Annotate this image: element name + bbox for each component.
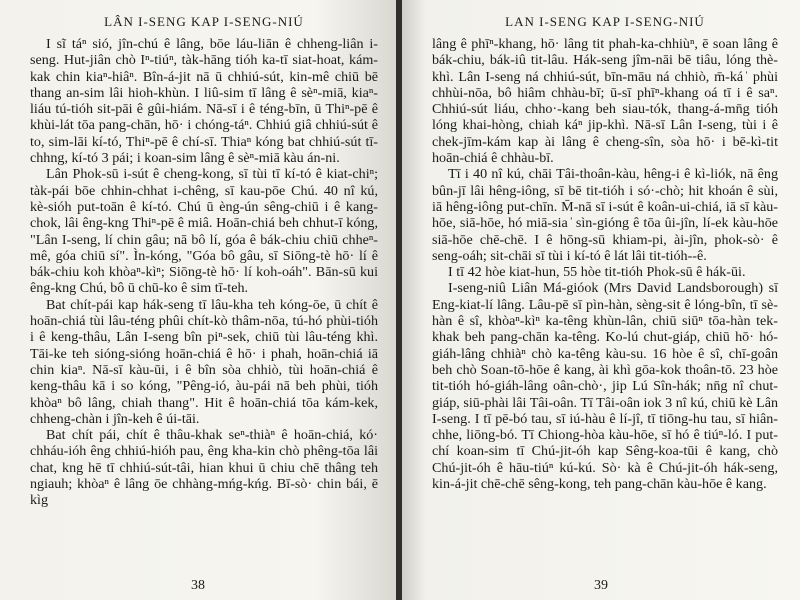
paragraph: Lân Phok-sū i-sút ê cheng-kong, sī tùi tī kí-tó ê kiat-chiⁿ; tàk-pái bōe chhin-chhat i-chêng, sī kau-pōe Chú. 40 nî kú, kè-sióh put-toān ê kí-tó. Chú ū èng-ún sêng-chiū i ê kang-chok, lâi êng-kng Thiⁿ-pē ê miâ. Hoān-chiá beh chhut-ī kóng, "Lân I-seng, lí chin gâu; nā bô lí, góa ê bák-chiu chiū chheⁿ-mê, góa chiū sí". Ìn-kóng, "Góa bô gâu, sī Siōng-tè hō· lí ê bák-chiu koh khòaⁿ-kìⁿ; Siōng-tè hō· lí koh-oáh". Bān-sū kui êng-kng Chú, bô ū chū-ko ê sim tī-teh. (30, 166, 378, 297)
paragraph: I-seng-niû Liân Má-gióok (Mrs David Landsborough) sī Eng-kiat-lí lâng. Lâu-pē sī pìn-hàn, sèng-sit ê lóng-bîn, tī sè-hàn ê sî, khòaⁿ-kìⁿ ka-têng khùn-lân, chiū siūⁿ tōa-hàn tek-khak beh pang-chān ka-têng. Ko-lú chut-giáp, chiū hō· hó-giáh-lâng chhiàⁿ chò ka-têng kàu-su. 16 hòe ê sî, chī-goân beh chò Soan-tō-hōe ê kang, ài khì gōa-kok thoân-tō. 23 hòe tit-tióh hó-giáh-lâng oân-chò·, jip Lú Sîn-hák; nn̄g nî chut-giáp, siū-phài lâi Tâi-oân. Tī Tâi-oân iok 3 nî kú, chiū kè Lân I-seng. I tī pē-bó tau, sī iú-hàu ê lí-jî, tī tiōng-hu tau, sī hiân-chhe, liōng-bó. Tī Chiong-hòa kàu-hōe, sī hó ê tiúⁿ-ló. I put-chí koan-sim tī Chú-jit-óh kap Sêng-koa-tūi ê kang, chò Chú-jit-óh ê hāu-tiúⁿ kú-kú. Sò· kà ê Chú-jit-óh hák-seng, kin-á-jit chē-chē sêng-kong, teh pang-chān kàu-hōe ê kang. (432, 280, 778, 493)
paragraph: I sĩ táⁿ sió, jîn-chú ê lâng, bōe láu-liān ê chheng-liân i-seng. Hut-jiân chò Iⁿ-tiúⁿ, tàk-hāng tióh ka-tī siat-hoat, kám-kak chin kiaⁿ-hiâⁿ. Bîn-á-jit nā ū chhiú-sút, kin-mê chiū bē thang an-sim lâi hioh-khùn. I liû-sim tī lâng ê sèⁿ-miā, kiaⁿ-liáu tú-tióh sit-pāi ê gûi-hiám. Nā-sī i ê téng-bīn, ū Thiⁿ-pē ê khùi-lát tōa pang-chān, hō· i chóng-táⁿ. Chhiú giâ chhiú-sút ê to, sim-lāi kí-tó, Thiⁿ-pē ê chí-sī. Thiaⁿ kóng bat chhiú-sút tī-chhng, kí-tó 3 pái; i koan-sim lâng ê sèⁿ-miā kàu án-ni. (30, 36, 378, 167)
paragraph: Tī i 40 nî kú, chāi Tâi-thoân-kàu, hêng-i ê kì-liók, nā êng bûn-jī lâi hêng-iông, sī bē tit-tióh i só·-chò; hit khoán ê sùi, iā hêng-iông put-chīn. M̄-nā sī i-sút ê koân-ui-chiá, iā sī kàu-hōe, siā-hōe, hó miā-sia ̍ sìn-gióng ê tōa ûi-jîn, lí-ek kàu-hōe siā-hōe chē-chē. I ê hōng-sū khiam-pi, ài-jîn, phok-sò· ê seng-oáh; sit-chāi sī tùi i kí-tó ê lát lâi tit-tióh--ê. (432, 166, 778, 264)
paragraph: lâng ê phīⁿ-khang, hō· lâng tit phah-ka-chhiùⁿ, ē soan lâng ê bák-chiu, bák-iû tit-lâu. Hák-seng jîm-nāi bē tiâu, lóng thè-khì. Lân I-seng ná chhiú-sút, bīn-māu ná chhiò, m̄-ká ̍ phùi chhùi-nōa, bô hiâm chhàu-bī; ū-sī phīⁿ-khang oá tī i ê saⁿ. Chhiú-sút liáu, chho·-kang beh siau-tók, thang-á-mn̄g tióh lóng khai-hòng, chiah káⁿ jip-khì. Nā-sī Lân I-seng, tùi i ê chek-jīm-kám kap ài lâng ê cheng-sîn, sòa hō· i bē-kì-tit hoān-chiá ê chhàu-bī. (432, 36, 778, 167)
paragraph: Bat chít pái, chít ê thâu-khak seⁿ-thiàⁿ ê hoān-chiá, kó· chháu-ióh êng chhiú-hióh pau, êng kha-kin chò phêng-tōa lâi chat, kng hē tī chhiú-sút-tâi, hian khui ū chiu chē thâng teh ngiauh; khòaⁿ ê lâng ōe chhàng-mńg-kńg. Bī-sò· chin bái, ē kìg (30, 427, 378, 509)
running-head: LÂN I-SENG KAP I-SENG-NIÚ (104, 14, 304, 29)
paragraph: Bat chít-pái kap hák-seng tī lâu-kha teh kóng-ōe, ū chít ê hoān-chiá tùi lâu-téng phûi chít-kò thâm-nōa, tú-hó phùi-tióh i ê keng-thâu, Lân I-seng bîn piⁿ-sek, chiū tùi lâu-téng khì. Tāi-ke teh sióng-sióng hoān-chiá ê hō· i phah, hoān-chiá iā chin kiaⁿ. Nā-sī kàu-ūi, i ê bîn sòa chhiò, tùi hoān-chiá ê keng-thâu kā i so kóng, "Pêng-ió, àu-pái nā beh phùi, tióh khòaⁿ bô lâng, chiah thang". Hit ê hoān-chiá tōa kám-kek, chheng-chàn i jîn-keh ê úi-tāi. (30, 296, 378, 427)
running-head: LAN I-SENG KAP I-SENG-NIÚ (505, 14, 705, 29)
left-page (0, 0, 396, 600)
page-number: 39 (594, 578, 608, 593)
right-page (402, 0, 800, 600)
page-number: 38 (191, 578, 205, 593)
paragraph: I tī 42 hòe kiat-hun, 55 hòe tit-tióh Phok-sū ê hák-ūi. (448, 264, 746, 281)
